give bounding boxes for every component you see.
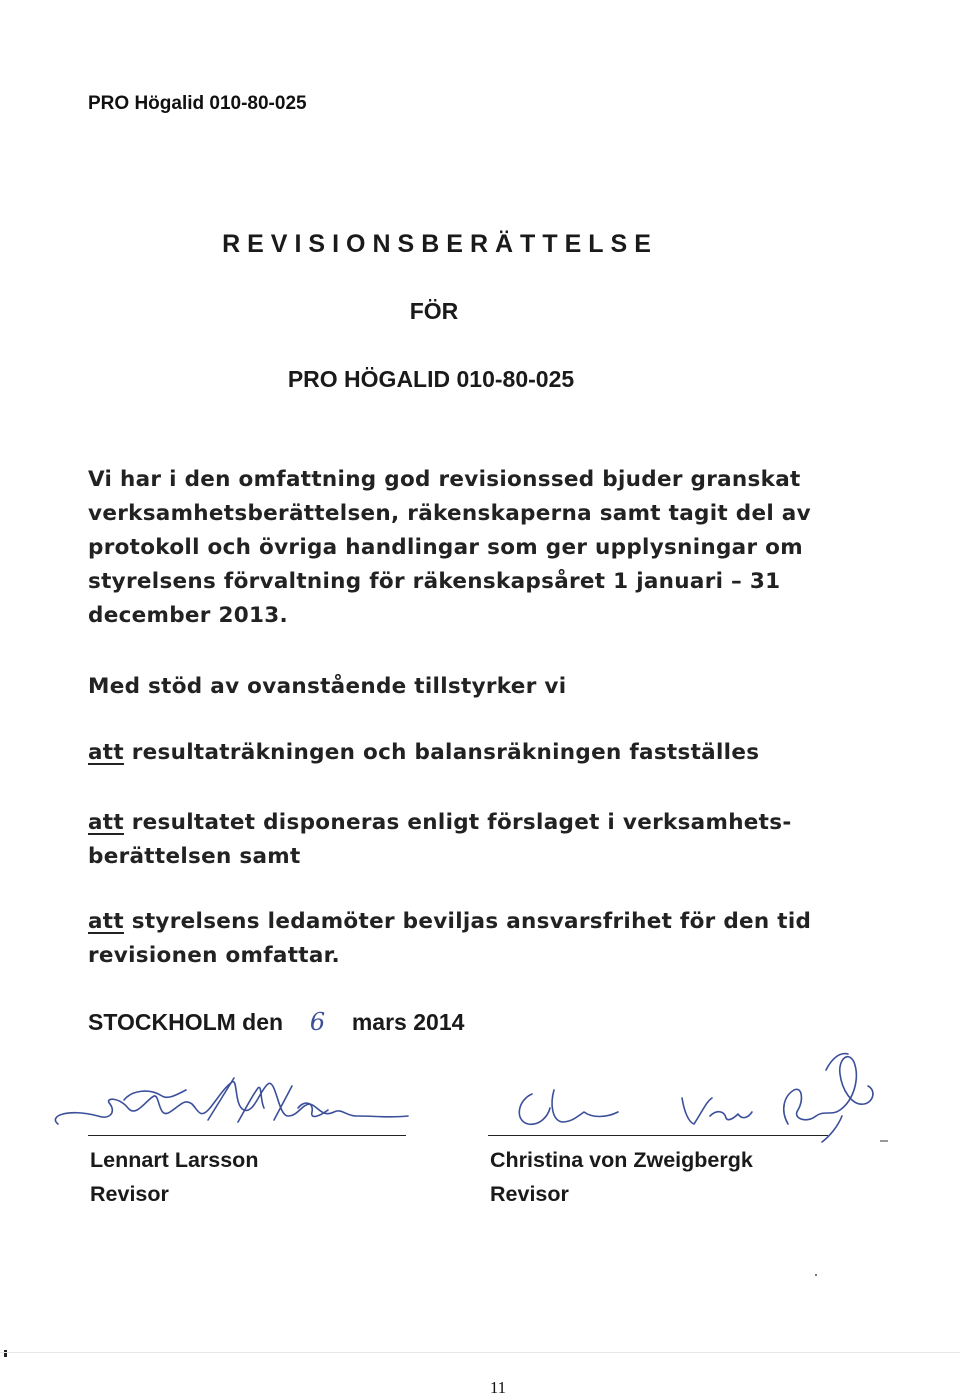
place-date-line: [88, 1008, 464, 1036]
place-date-prefix: STOCKHOLM den: [88, 1009, 284, 1035]
scan-speck: [880, 1140, 888, 1142]
clause-keyword: att: [88, 810, 124, 835]
clause-item: [88, 905, 868, 973]
recommendation-intro: Med stöd av ovanstående tillstyrker vi: [88, 674, 567, 699]
handwritten-signature-right: [488, 1060, 888, 1150]
organization-name: PRO HÖGALID 010-80-025: [287, 366, 575, 392]
footer-divider: [0, 1352, 960, 1353]
document-title-text: REVISIONSBERÄTTELSE: [222, 230, 658, 258]
place-date-suffix: mars 2014: [351, 1009, 465, 1035]
signatory-name: Christina von Zweigbergk: [490, 1148, 753, 1172]
clause-text: resultatet disponeras enligt förslaget i verksamhets-berättelsen samt: [88, 810, 792, 869]
clause-item: [88, 806, 868, 874]
scan-speck: [815, 1274, 817, 1276]
clause-keyword: att: [88, 909, 124, 934]
clause-text: resultaträkningen och balansräkningen fastställes: [123, 740, 760, 765]
handwritten-day: 6: [309, 1008, 326, 1036]
for-label: FÖR: [409, 298, 459, 324]
audit-statement-paragraph: Vi har i den omfattning god revisionssed bjuder granskat verksamhetsberättelsen, räkenskaperna samt tagit del av protokoll och övriga handlingar som ger upplysningar om styrelsens förvaltning för räkenskapsåret 1 januari – 31 december 2013.: [88, 467, 811, 628]
clause-keyword: att: [88, 740, 124, 765]
signatory-role: Revisor: [90, 1182, 169, 1206]
signatory-name: Lennart Larsson: [90, 1148, 259, 1172]
clause-item: [88, 736, 868, 770]
signature-line: [488, 1135, 828, 1136]
handwritten-signature-left: [88, 1060, 428, 1140]
document-title: [0, 230, 880, 259]
header-identifier: PRO Högalid 010-80-025: [88, 93, 307, 114]
page-number: 11: [489, 1378, 507, 1397]
signature-line: [88, 1135, 406, 1136]
clause-text: styrelsens ledamöter beviljas ansvarsfrihet för den tid revisionen omfattar.: [88, 909, 812, 968]
signatory-role: Revisor: [490, 1182, 569, 1206]
